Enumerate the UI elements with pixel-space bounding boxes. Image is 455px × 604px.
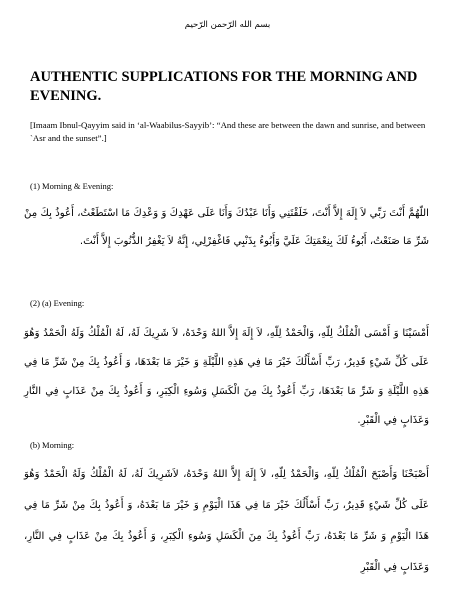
section-label-morning-evening: (1) Morning & Evening:	[30, 181, 114, 191]
supplication-morning: أَصْبَحْنَا وَأَصْبَحَ الْمُلْكُ لِلّهِ، وَالْحَمْدُ لِلّهِ، لاَ إِلَهَ إِلاَّ اللهُ وَحْدَهُ، لاَشَرِيكَ لَهُ، لَهُ الْمُلْكُ وَلَهُ الْحَمْدُ وَهُوَ عَلَى كُلِّ شَيْءٍ قَدِيرٌ، رَبِّ أَسْأَلُكَ خَيْرَ مَا فِي هَذَا الْيَوْمِ وَ خَيْرَ مَا بَعْدَهُ، وَ أَعُوذُ بِكَ مِنْ شَرِّ مَا فِي هَذَا الْيَوْمِ وَ شَرِّ مَا بَعْدَهُ، رَبِّ أَعُوذُ بِكَ مِنَ الْكَسَلِ وَسُوءِ الْكِبَرِ، وَ أَعُوذُ بِكَ مِنْ عَذَابٍ فِي النَّارِ، وَعَذَابٍ فِي الْقَبْرِ	[24, 469, 429, 573]
supplication-evening: أَمْسَيْنَا وَ أَمْسَى الْمُلْكُ لِلّهِ، وَالْحَمْدُ لِلّهِ، لاَ إِلَهَ إِلاَّ اللهُ وَحْدَهُ، لاَ شَرِيكَ لَهُ، لَهُ الْمُلْكُ وَلَهُ الْحَمْدُ وَهُوَ عَلَى كُلِّ شَيْءٍ قَدِيرٌ، رَبِّ أَسْأَلُكَ خَيْرَ مَا فِي هَذِهِ اللَّيْلَةِ وَ خَيْرَ مَا بَعْدَهَا، وَ أَعُوذُ بِكَ مِنْ شَرِّ مَا فِي هَذِهِ اللَّيْلَةِ وَ شَرِّ مَا بَعْدَهَا، رَبِّ أَعُوذُ بِكَ مِنَ الْكَسَلِ وَسُوءِ الْكِبَرِ، وَ أَعُوذُ بِكَ مِنْ عَذَابٍ فِي النَّارِ وَعَذَابٍ فِي الْقَبْرِ.	[24, 328, 429, 426]
document-title: AUTHENTIC SUPPLICATIONS FOR THE MORNING AND EVENING.	[30, 69, 418, 104]
bismillah-header: بسم الله الرّحمن الرّحيم	[184, 20, 271, 30]
section-label-evening: (2) (a) Evening:	[30, 298, 85, 308]
section-label-morning: (b) Morning:	[30, 440, 75, 450]
citation-note: [Imaam Ibnul-Qayyim said in ‘al-Waabilus-Sayyib’: “And these are between the dawn and sunrise, and between `Asr and the sunset”.]	[30, 120, 426, 143]
supplication-morning-evening: اللّهُمَّ أَنْتَ رَبِّي لاَ إِلَهَ إِلاَّ أَنْتَ، خَلَقْتَنِي وَأَنَا عَبْدُكَ وَأَنَا عَلَى عَهْدِكَ وَ وَعْدِكَ مَا اسْتَطَعْتُ، أَعُوذُ بِكَ مِنْ شَرِّ مَا صَنَعْتُ، أَبُوءُ لَكَ بِنِعْمَتِكَ عَلَيَّ وَأَبُوءُ بِذَنْبِي فَاغْفِرْلِي، إِنَّهُ لاَ يَغْفِرُ الذُّنُوبَ إِلاَّ أَنْتَ.	[24, 208, 429, 247]
